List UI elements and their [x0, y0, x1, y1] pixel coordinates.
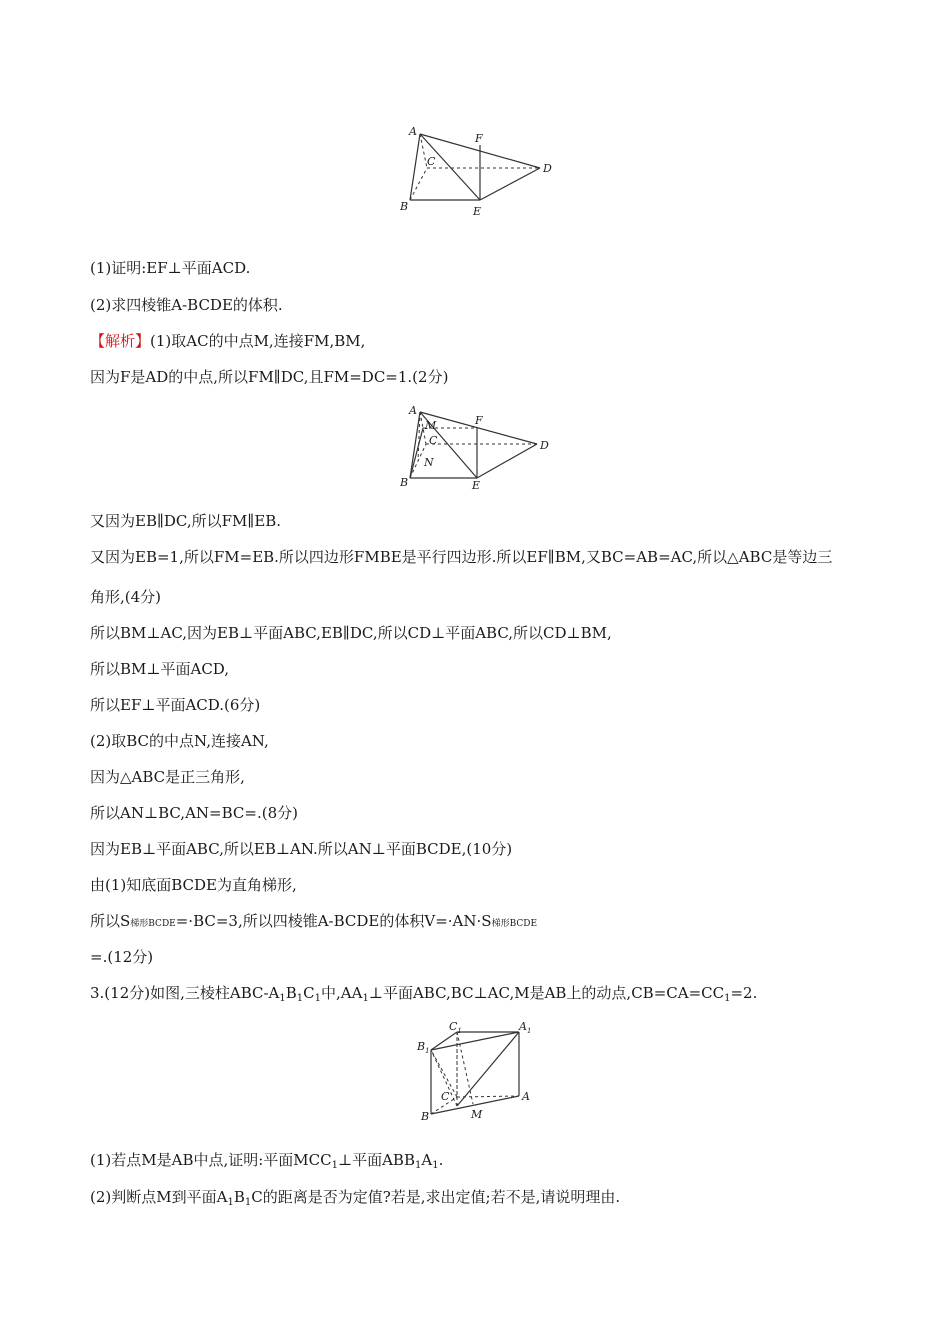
solution-line-10: 因为△ABC是正三角形, [90, 768, 245, 786]
label-C: C [427, 155, 436, 168]
question-1: (1)证明:EF⊥平面ACD. [90, 259, 251, 277]
label-A: A [409, 404, 417, 417]
label-C: C [429, 434, 438, 447]
label-B1: $B_1$ [417, 1040, 430, 1055]
solution-line-15: =.(12分) [90, 948, 154, 966]
problem-3-statement: 3.(12分)如图,三棱柱ABC-$A_1B_1C_1$中$,AA_1\perp$平面ABC,BC⊥AC,M是AB上的动点$,CB=CA=CC_1=2$. [90, 984, 758, 1004]
figure-pyramid-midpoints [395, 402, 560, 494]
label-A: A [522, 1090, 530, 1103]
problem-3-question-2: (2)判断点M到平面$A_1B_1C$的距离是否为定值?若是,求出定值;若不是,请说明理由. [90, 1188, 621, 1208]
solution-line-6: 所以BM⊥AC,因为EB⊥平面ABC,EB∥DC,所以CD⊥平面ABC,所以CD⊥BM, [90, 624, 612, 642]
label-A1: $A_1$ [519, 1020, 532, 1035]
solution-tag: 【解析】 [90, 332, 151, 350]
label-C: C [441, 1090, 450, 1103]
figure-prism [413, 1018, 543, 1124]
label-B: B [421, 1110, 430, 1123]
label-F: F [475, 132, 483, 145]
figure-pyramid [395, 124, 560, 224]
solution-line-11: 所以AN⊥BC,AN=BC=.(8分) [90, 804, 298, 822]
question-2: (2)求四棱锥A-BCDE的体积. [90, 296, 283, 314]
label-B: B [400, 200, 409, 213]
solution-line-12: 因为EB⊥平面ABC,所以EB⊥AN.所以AN⊥平面BCDE,(10分) [90, 840, 513, 858]
label-M: M [425, 419, 437, 432]
solution-line-13: 由(1)知底面BCDE为直角梯形, [90, 876, 297, 894]
label-B: B [400, 476, 409, 489]
solution-line-4: 又因为EB=1,所以FM=EB.所以四边形FMBE是平行四边形.所以EF∥BM,又BC=AB=AC,所以△ABC是等边三 [90, 548, 833, 566]
problem-3-question-1: (1)若点M是AB中点,证明:平面$MCC_1\perp$平面$ABB_1A_1$. [90, 1151, 444, 1171]
solution-line-8: 所以EF⊥平面ACD.(6分) [90, 696, 261, 714]
label-C1: $C_1$ [449, 1020, 462, 1035]
label-A: A [409, 125, 417, 138]
label-E: E [473, 205, 482, 218]
solution-line-1: 【解析】(1)取AC的中点M,连接FM,BM, [90, 332, 366, 350]
label-D: D [543, 162, 552, 175]
solution-line-2: 因为F是AD的中点,所以FM∥DC,且FM=DC=1.(2分) [90, 368, 449, 386]
solution-line-14: 所以S梯形BCDE=·BC=3,所以四棱锥A-BCDE的体积V=·AN·S梯形BCDE [90, 912, 538, 930]
label-F: F [475, 414, 483, 427]
solution-line-7: 所以BM⊥平面ACD, [90, 660, 230, 678]
solution-line-3: 又因为EB∥DC,所以FM∥EB. [90, 512, 282, 530]
label-D: D [540, 439, 549, 452]
label-N: N [424, 456, 434, 469]
solution-line-5: 角形,(4分) [90, 588, 162, 606]
label-E: E [472, 479, 481, 492]
label-M: M [471, 1108, 483, 1121]
solution-line-9: (2)取BC的中点N,连接AN, [90, 732, 269, 750]
